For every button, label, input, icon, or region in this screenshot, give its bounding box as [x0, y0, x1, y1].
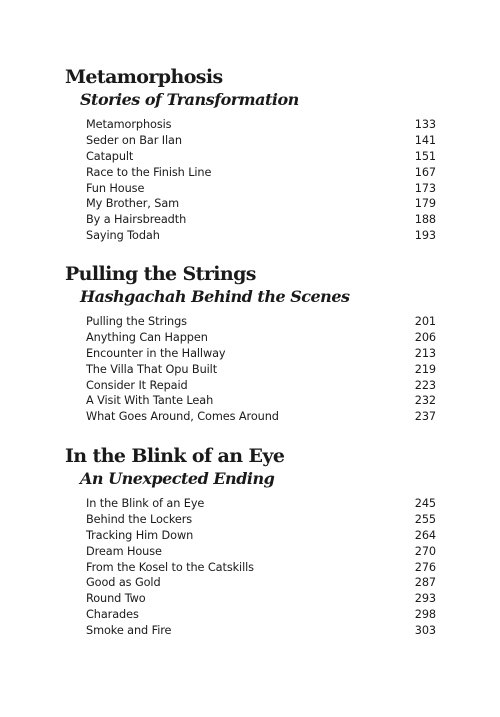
section-subtitle: Stories of Transformation — [80, 90, 299, 109]
toc-entry — [86, 362, 436, 378]
entry-title: Good as Gold — [86, 576, 161, 590]
toc-entry — [86, 560, 436, 576]
entry-page-number: 303 — [414, 624, 436, 638]
entry-list — [86, 117, 436, 244]
toc-entry — [86, 393, 436, 409]
entry-title: Consider It Repaid — [86, 378, 188, 392]
entry-title: Metamorphosis — [86, 118, 172, 131]
entry-page-number: 255 — [414, 512, 436, 526]
toc-entry — [86, 117, 436, 133]
toc-entry — [86, 196, 436, 212]
entry-title: Race to the Finish Line — [86, 165, 212, 179]
toc-entry — [86, 623, 436, 639]
toc-entry — [86, 409, 436, 425]
entry-page-number: 245 — [414, 497, 436, 510]
toc-entry — [86, 591, 436, 607]
toc-entry — [86, 181, 436, 197]
entry-page-number: 173 — [414, 181, 436, 195]
entry-title: Saying Todah — [86, 229, 160, 243]
entry-page-number: 141 — [414, 133, 436, 147]
section-title: In the Blink of an Eye — [65, 445, 285, 467]
section-subtitle: Hashgachah Behind the Scenes — [80, 287, 350, 306]
toc-entry — [86, 378, 436, 394]
entry-title: Tracking Him Down — [86, 528, 194, 542]
toc-entry — [86, 314, 436, 330]
entry-page-number: 167 — [414, 165, 436, 179]
entry-title: From the Kosel to the Catskills — [86, 560, 254, 574]
entry-title: The Villa That Opu Built — [86, 362, 218, 376]
entry-title: Smoke and Fire — [86, 624, 172, 638]
entry-title: By a Hairsbreadth — [86, 213, 187, 227]
entry-page-number: 298 — [414, 608, 436, 622]
entry-title: My Brother, Sam — [86, 197, 180, 211]
entry-title: What Goes Around, Comes Around — [86, 410, 279, 424]
toc-entry — [86, 212, 436, 228]
entry-page-number: 264 — [414, 528, 436, 542]
entry-page-number: 151 — [414, 149, 436, 163]
entry-page-number: 287 — [414, 576, 436, 590]
entry-page-number: 206 — [414, 330, 436, 344]
toc-entry — [86, 496, 436, 512]
entry-page-number: 223 — [414, 378, 436, 392]
section-title: Metamorphosis — [65, 66, 223, 88]
toc-entry — [86, 575, 436, 591]
toc-entry — [86, 330, 436, 346]
entry-page-number: 213 — [414, 346, 436, 360]
entry-title: A Visit With Tante Leah — [86, 394, 214, 408]
entry-title: Behind the Lockers — [86, 512, 193, 526]
entry-title: Fun House — [86, 181, 145, 195]
toc-entry — [86, 149, 436, 165]
section-subtitle: An Unexpected Ending — [80, 469, 275, 488]
toc-entry — [86, 165, 436, 181]
entry-page-number: 276 — [414, 560, 436, 574]
toc-entry — [86, 607, 436, 623]
entry-title: Anything Can Happen — [86, 330, 208, 344]
entry-page-number: 232 — [414, 394, 436, 408]
entry-title: Seder on Bar Ilan — [86, 133, 182, 147]
entry-list — [86, 496, 436, 639]
entry-title: Round Two — [86, 592, 146, 606]
entry-page-number: 179 — [414, 197, 436, 211]
entry-title: In the Blink of an Eye — [86, 497, 205, 510]
toc-entry — [86, 133, 436, 149]
toc-entry — [86, 228, 436, 244]
entry-list — [86, 314, 436, 425]
entry-page-number: 293 — [414, 592, 436, 606]
toc-entry — [86, 346, 436, 362]
section-title: Pulling the Strings — [65, 263, 256, 285]
entry-page-number: 201 — [414, 315, 436, 328]
entry-page-number: 219 — [414, 362, 436, 376]
entry-page-number: 237 — [414, 410, 436, 424]
entry-page-number: 193 — [414, 229, 436, 243]
entry-title: Pulling the Strings — [86, 315, 187, 328]
entry-page-number: 188 — [414, 213, 436, 227]
entry-title: Dream House — [86, 544, 162, 558]
entry-page-number: 133 — [414, 118, 436, 131]
entry-title: Charades — [86, 608, 139, 622]
toc-entry — [86, 528, 436, 544]
entry-title: Catapult — [86, 149, 134, 163]
toc-entry — [86, 544, 436, 560]
entry-page-number: 270 — [414, 544, 436, 558]
toc-entry — [86, 512, 436, 528]
entry-title: Encounter in the Hallway — [86, 346, 226, 360]
